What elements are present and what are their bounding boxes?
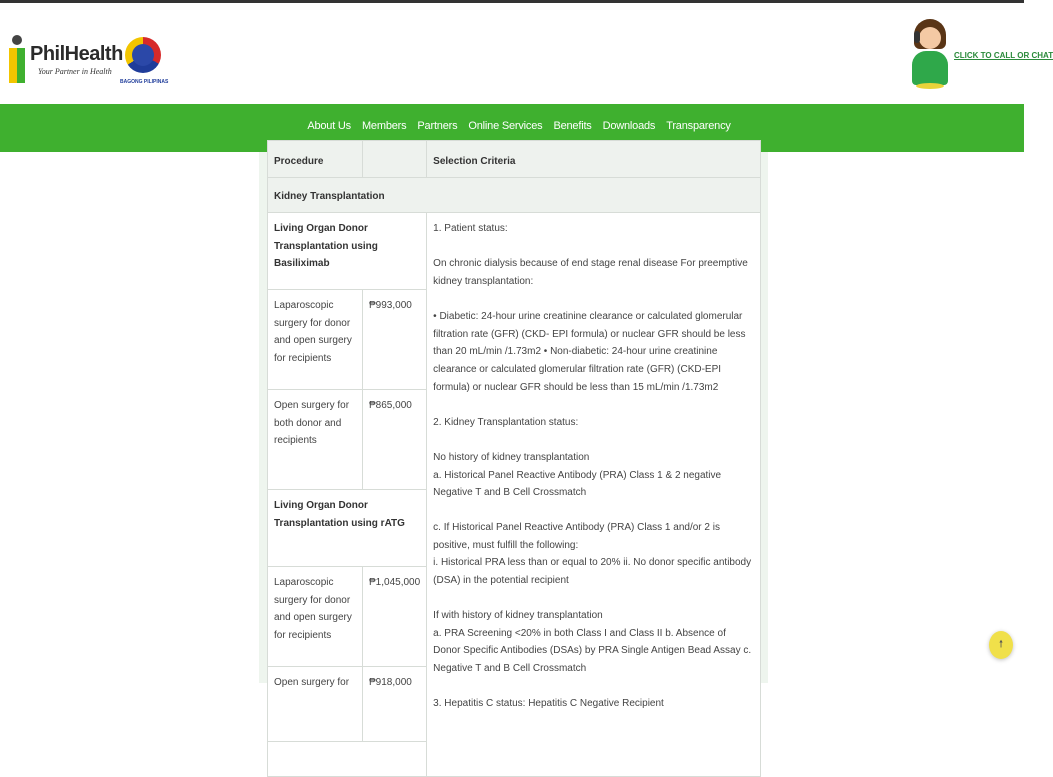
procedure-cell: Open surgery for <box>268 667 363 742</box>
nav-item-online-services[interactable]: Online Services <box>468 120 543 132</box>
nav-item-members[interactable]: Members <box>361 120 407 132</box>
nav-item-partners[interactable]: Partners <box>417 120 458 132</box>
call-agent-avatar-icon[interactable] <box>906 17 954 87</box>
header-selection-criteria: Selection Criteria <box>427 141 761 178</box>
group-title-ratg: Living Organ Donor Transplantation using rATG <box>268 490 427 567</box>
procedure-cell: Open surgery for both donor and recipients <box>268 390 363 490</box>
bagong-pilipinas-emblem-center <box>132 44 154 66</box>
nav-item-benefits[interactable]: Benefits <box>553 120 592 132</box>
benefits-content <box>259 152 768 710</box>
group-title-basiliximab: Living Organ Donor Transplantation using Basiliximab <box>268 213 427 290</box>
bagong-pilipinas-logo <box>120 29 169 89</box>
procedure-cell: Laparoscopic surgery for donor and open surgery for recipients <box>268 290 363 390</box>
price-cell: ₱993,000 <box>363 290 427 390</box>
arrow-up-icon: 🠕 <box>998 639 1004 650</box>
nav-item-about-us[interactable]: About Us <box>307 120 351 132</box>
header-procedure: Procedure <box>268 141 363 178</box>
table-row <box>268 213 761 290</box>
bagong-pilipinas-text: BAGONG PILIPINAS <box>120 79 169 85</box>
criteria-text: a. Historical Panel Reactive Antibody (PRA) Class 1 & 2 negative Negative T and B Cell Crossmatch <box>433 469 722 499</box>
site-header <box>0 3 1053 104</box>
scroll-to-top-button[interactable] <box>989 631 1013 659</box>
criteria-text: On chronic dialysis because of end stage renal disease For preemptive kidney transplantation: <box>433 258 748 287</box>
logo-name: PhilHealth <box>30 43 123 65</box>
table-header-row <box>268 141 761 178</box>
price-cell: ₱865,000 <box>363 390 427 490</box>
criteria-text: 2. Kidney Transplantation status: <box>433 416 579 428</box>
criteria-text: • Diabetic: 24-hour urine creatinine clearance or calculated glomerular filtration rate (GFR) (CKD- EPI formula) or nuclear GFR should be less than 20 mL/min /1.73m2 • Non-diabetic: 24-hour urine creatinine clearance or calculated glomerular filtration rate (GFR) (CKD-EPI formula) or nuclear GFR should be less than 15 mL/min /1.73m2 <box>433 311 746 393</box>
criteria-text: a. PRA Screening <20% in both Class I and Class II b. Absence of Donor Specific Antibodies (DSAs) by PRA Single Antigen Bead Assay c. Negative T and B Cell Crossmatch <box>433 627 752 675</box>
philhealth-figure-icon <box>6 33 28 85</box>
philhealth-logo[interactable] <box>6 31 123 87</box>
price-cell: ₱918,000 <box>363 667 427 742</box>
procedure-cell: Laparoscopic surgery for donor and open surgery for recipients <box>268 567 363 667</box>
call-or-chat-link[interactable]: CLICK TO CALL OR CHAT <box>954 51 1053 60</box>
kidney-transplant-table <box>267 140 761 777</box>
criteria-text: If with history of kidney transplantation <box>433 610 603 622</box>
selection-criteria-cell <box>427 213 761 777</box>
nav-item-downloads[interactable]: Downloads <box>602 120 656 132</box>
section-title: Kidney Transplantation <box>268 177 761 213</box>
criteria-text: i. Historical PRA less than or equal to 20% ii. No donor specific antibody (DSA) in the potential recipient <box>433 557 752 587</box>
logo-tagline: Your Partner in Health <box>38 67 112 76</box>
criteria-text: c. If Historical Panel Reactive Antibody (PRA) Class 1 and/or 2 is positive, must fulfill the following: <box>433 522 720 551</box>
criteria-text: 1. Patient status: <box>433 223 508 235</box>
section-row <box>268 177 761 213</box>
header-price <box>363 141 427 178</box>
criteria-text: No history of kidney transplantation <box>433 451 590 463</box>
criteria-text: 3. Hepatitis C status: Hepatitis C Negative Recipient <box>433 698 664 710</box>
nav-item-transparency[interactable]: Transparency <box>666 120 731 132</box>
price-cell: ₱1,045,000 <box>363 567 427 667</box>
